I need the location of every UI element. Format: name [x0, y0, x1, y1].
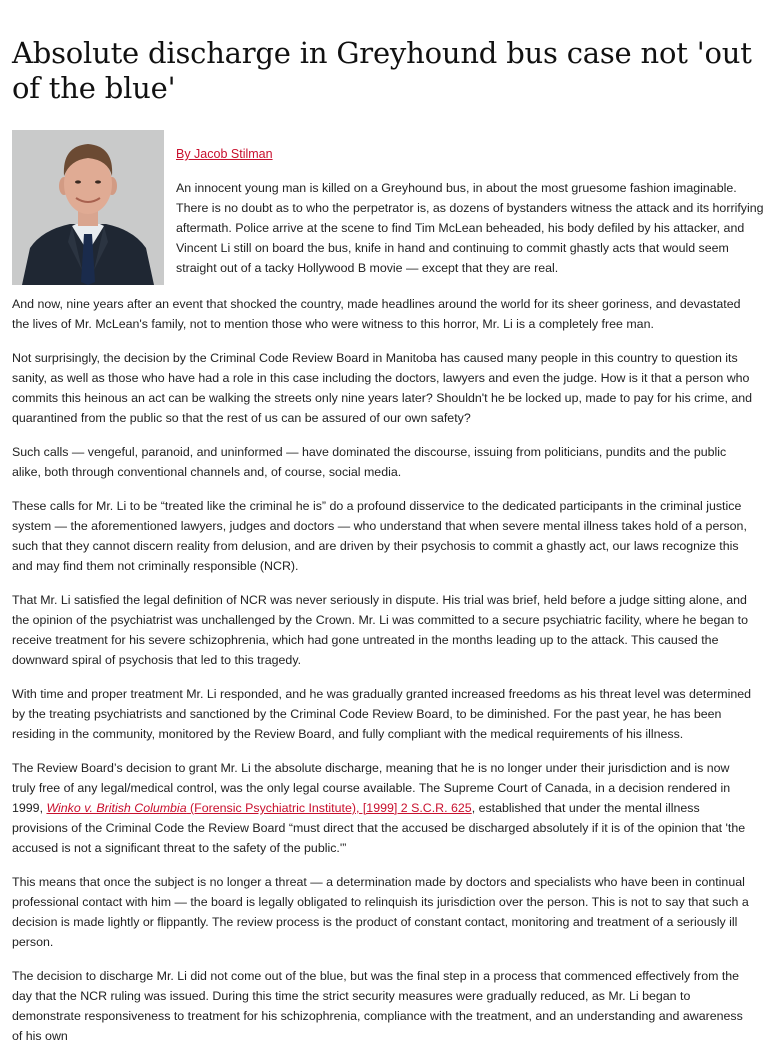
paragraph-6: That Mr. Li satisfied the legal definition of NCR was never seriously in dispute. His trial was brief, held before a judge sitting alone, and the opinion of the psychiatrist was unchallenged by the Crown. Mr. Li was committed to a secure psychiatric facility, where he began to receive treatment for his severe schizophrenia, which had gone untreated in the months leading up to the attack. This caused the downward spiral of psychosis that led to this tragedy.	[12, 593, 749, 667]
paragraph-8-text-before: The Review Board’s decision to grant Mr. Li the absolute discharge, meaning that he is no longer under their jurisdiction and is now truly free of any legal/medical control, was the only legal course available. The Supreme Court of Canada, in a decision rendered in 1999,	[12, 761, 731, 815]
author-byline[interactable]	[176, 144, 273, 164]
case-link-citation[interactable]: (Forensic Psychiatric Institute), [1999] 2 S.C.R. 625	[186, 801, 472, 815]
paragraph-4: Such calls — vengeful, paranoid, and uninformed — have dominated the discourse, issuing from politicians, pundits and the public alike, both through conventional channels and, of course, social media.	[12, 445, 727, 479]
paragraph-9: This means that once the subject is no longer a threat — a determination made by doctors and specialists who have been in continual professional contact with him — the board is legally obligated to relinquish its jurisdiction over the person. This is not to say that such a decision is made lightly or flippantly. The review process is the product of constant contact, monitoring and treatment of a seriously ill person.	[12, 875, 749, 949]
paragraph-1: An innocent young man is killed on a Greyhound bus, in about the most gruesome fashion imaginable. There is no doubt as to who the perpetrator is, as dozens of bystanders witness the attack and its horrifying aftermath. Police arrive at the scene to find Tim McLean beheaded, his body defiled by his attacker, and Vincent Li still on board the bus, knife in hand and continuing to commit ghastly acts that would seem straight out of a tacky Hollywood B movie — except that they are real.	[176, 181, 764, 275]
article-page	[0, 36, 768, 1060]
paragraph-2: And now, nine years after an event that shocked the country, made headlines around the world for its sheer goriness, and devastated the lives of Mr. McLean's family, not to mention those who were witness to this horror, Mr. Li is a completely free man.	[12, 297, 741, 331]
paragraph-10: The decision to discharge Mr. Li did not come out of the blue, but was the final step in a process that commenced effectively from the day that the NCR ruling was issued. During this time the strict security measures were gradually reduced, as Mr. Li began to demonstrate responsiveness to treatment for his schizophrenia, compliance with the treatment, and an understanding and awareness of his own	[12, 969, 743, 1043]
paragraph-3: Not surprisingly, the decision by the Criminal Code Review Board in Manitoba has caused many people in this country to question its sanity, as well as those who have had a role in this case including the doctors, lawyers and even the judge. How is it that a person who commits this heinous an act can be walking the streets only nine years later? Shouldn't he be locked up, made to pay for his crime, and quarantined from the public so that the rest of us can be assured of our own safety?	[12, 351, 753, 425]
paragraph-8	[12, 758, 756, 858]
paragraph-5: These calls for Mr. Li to be “treated like the criminal he is” do a profound disservice to the dedicated participants in the criminal justice system — the aforementioned lawyers, judges and doctors — who understand that when severe mental illness takes hold of a person, such that they cannot discern reality from delusion, and are driven by their psychosis to commit a ghastly act, our laws recognize this and may find them not criminally responsible (NCR).	[12, 499, 747, 573]
paragraph-7: With time and proper treatment Mr. Li responded, and he was gradually granted increased freedoms as his threat level was determined by the treating psychiatrists and sanctioned by the Criminal Code Review Board, to be diminished. For the past year, he has been residing in the community, monitored by the Review Board, and fully compliant with the medical requirements of his illness.	[12, 687, 752, 741]
paragraph-8-text-after: , established that under the mental illness provisions of the Criminal Code the Review Board “must direct that the accused be discharged absolutely if it is of the opinion that 'the accused is not a significant threat to the safety of the public.'”	[12, 801, 746, 855]
article-headline: Absolute discharge in Greyhound bus case not 'out of the blue'	[12, 36, 752, 105]
author-link[interactable]: By Jacob Stilman	[176, 147, 273, 161]
author-portrait-icon	[12, 130, 164, 285]
case-link-name[interactable]: Winko v. British Columbia	[46, 801, 187, 815]
author-photo	[12, 130, 164, 285]
article-intro	[12, 130, 764, 294]
